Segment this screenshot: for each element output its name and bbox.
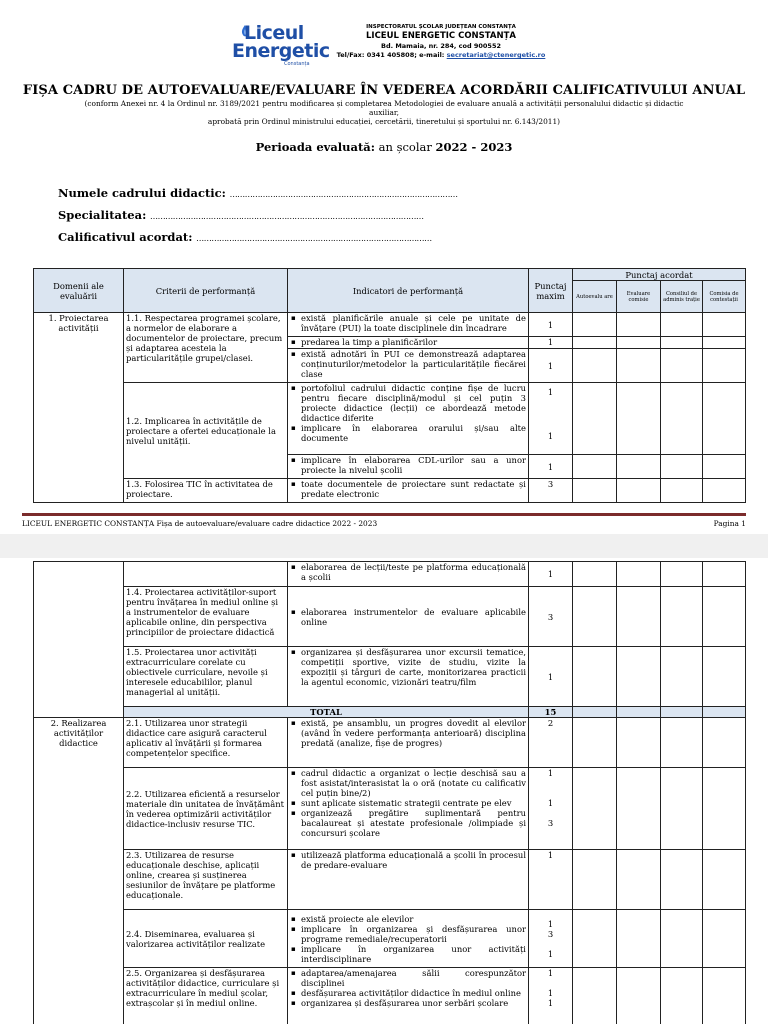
council-input[interactable] [661, 562, 703, 587]
council-input[interactable] [661, 768, 703, 850]
document-subtitle [70, 99, 698, 126]
indicator-cell [288, 768, 529, 850]
self-eval-input[interactable] [573, 383, 617, 455]
footer-page-number: Pagina 1 [713, 519, 746, 528]
criterion-2-2: 2.2. Utilizarea eficientă a resurselor materiale din unitatea de învățământ în vederea optimizării activităților didactice-inclusiv resurse TIC. [124, 768, 288, 850]
domain-1-continued [34, 562, 124, 718]
indicator-cell [288, 850, 529, 910]
document-title: FIȘA CADRU DE AUTOEVALUARE/EVALUARE ÎN VEDEREA ACORDĂRII CALIFICATIVULUI ANUAL [22, 83, 746, 98]
logo-line1: Liceul [244, 22, 304, 44]
committee-input[interactable] [617, 455, 661, 479]
indicator-2-4-a: ▪ există proiecte ale elevilor [290, 914, 526, 924]
appeal-input[interactable] [703, 313, 746, 337]
total-appeal[interactable] [703, 707, 746, 718]
total-value: 15 [529, 707, 573, 718]
indicator-cell [288, 349, 529, 383]
criterion-1-4: 1.4. Proiectarea activităților-suport pentru învățarea în mediul online și a instrumentelor de evaluare aplicabile online, din perspectiva principiilor de proiectare didactică [124, 587, 288, 647]
max-points-value: 1 [547, 387, 554, 397]
appeal-input[interactable] [703, 562, 746, 587]
school-phone-email [326, 51, 556, 59]
max-points-value: 1 [547, 998, 554, 1008]
indicator-1-5-a: ▪ organizarea și desfășurarea unor excursii tematice, competiții sportive, vizite de studiu, vizite la expoziții și târguri de carte, monitorizarea practicii la agentul economic, vizionări teatru/film [290, 647, 526, 687]
council-input[interactable] [661, 587, 703, 647]
council-input[interactable] [661, 479, 703, 503]
council-input[interactable] [661, 647, 703, 707]
indicator-2-2-b: ▪ sunt aplicate sistematic strategii centrate pe elev [290, 798, 526, 808]
committee-input[interactable] [617, 587, 661, 647]
appeal-input[interactable] [703, 383, 746, 455]
indicator-2-3-a: ▪ utilizează platforma educațională a școlii în procesul de predare-evaluare [290, 850, 526, 870]
indicator-cell [288, 562, 529, 587]
subtitle-line2: aprobată prin Ordinul ministrului educației, cercetării, tineretului și sportului nr. 6.143/2011) [207, 117, 561, 126]
evaluation-table-page2 [33, 561, 746, 1024]
committee-input[interactable] [617, 313, 661, 337]
criterion-1-1: 1.1. Respectarea programei școlare, a normelor de elaborare a documentelor de proiectare, precum și adaptarea acesteia la particularitățile grupei/clasei. [124, 313, 288, 383]
council-input[interactable] [661, 718, 703, 768]
total-label: TOTAL [124, 707, 529, 718]
header-indicators: Indicatori de performanță [288, 269, 529, 313]
self-eval-input[interactable] [573, 587, 617, 647]
self-eval-input[interactable] [573, 718, 617, 768]
total-committee[interactable] [617, 707, 661, 718]
indicator-1-2-b: ▪ implicare în elaborarea orarului și/sau alte documente [290, 423, 526, 443]
criterion-1-2: 1.2. Implicarea în activitățile de proiectare a ofertei educaționale la nivelul unității. [124, 383, 288, 479]
indicator-cell [288, 647, 529, 707]
max-points-cell: 3 [529, 479, 573, 503]
max-points-value: 3 [547, 818, 554, 828]
max-points-cell: 1 [529, 455, 573, 479]
teacher-name-label: Numele cadrului didactic: [58, 186, 226, 200]
max-points-value: 1 [547, 918, 554, 929]
self-eval-input[interactable] [573, 768, 617, 850]
committee-input[interactable] [617, 337, 661, 349]
indicator-1-1-a: ▪ există planificările anuale și cele pe unitate de învățare (PUI) la toate disciplinele din încadrare [290, 313, 526, 333]
max-points-value: 1 [547, 431, 554, 441]
max-points-value: 1 [547, 798, 554, 808]
footer-divider [22, 513, 746, 516]
max-points-value: 1 [547, 768, 554, 778]
indicator-2-5-a: ▪ adaptarea/amenajarea sălii corespunzător disciplinei [290, 968, 526, 988]
header-points-awarded: Punctaj acordat [573, 269, 746, 281]
appeal-input[interactable] [703, 479, 746, 503]
period-label: Perioada evaluată: [255, 140, 375, 154]
footer-left [22, 519, 377, 528]
email-link[interactable]: secretariat@ctenergetic.ro [446, 51, 546, 59]
max-points-cell [529, 768, 573, 850]
contact-prefix: Tel/Fax: 0341 405808; e-mail: [336, 51, 447, 59]
appeal-input[interactable] [703, 349, 746, 383]
council-input[interactable] [661, 910, 703, 968]
committee-input[interactable] [617, 850, 661, 910]
rating-field[interactable] [58, 230, 432, 244]
indicator-1-4-a: ▪ elaborarea instrumentelor de evaluare aplicabile online [290, 607, 526, 627]
total-self-eval[interactable] [573, 707, 617, 718]
indicator-2-4-c: ▪ implicare în organizarea unor activități interdisciplinare [290, 944, 526, 964]
committee-input[interactable] [617, 562, 661, 587]
indicator-cell [288, 587, 529, 647]
evaluation-table-page1 [33, 268, 746, 503]
indicator-cell [288, 383, 529, 455]
header-criteria: Criterii de performanță [124, 269, 288, 313]
council-input[interactable] [661, 313, 703, 337]
indicator-cell [288, 968, 529, 1024]
specialty-field[interactable] [58, 208, 424, 222]
council-input[interactable] [661, 850, 703, 910]
header-committee: Evaluare comisie [617, 281, 661, 313]
inspectorat-name: INSPECTORATUL ȘCOLAR JUDEȚEAN CONSTANȚA [366, 24, 516, 30]
rating-dots: ………………………………………………………………………………… [196, 234, 432, 243]
period-value: 2022 - 2023 [435, 140, 513, 154]
evaluation-period [0, 140, 768, 154]
header-domains: Domenii ale evaluării [34, 269, 124, 313]
appeal-input[interactable] [703, 337, 746, 349]
max-points-cell: 3 [529, 587, 573, 647]
indicator-1-1-b: ▪ predarea la timp a planificărilor [290, 337, 526, 347]
indicator-2-1-a: ▪ există, pe ansamblu, un progres dovedit al elevilor (având în vedere performanța anterioară) disciplina predată (analize, fișe de progres) [290, 718, 526, 748]
max-points-cell [529, 968, 573, 1024]
self-eval-input[interactable] [573, 313, 617, 337]
rating-label: Calificativul acordat: [58, 230, 193, 244]
committee-input[interactable] [617, 383, 661, 455]
self-eval-input[interactable] [573, 479, 617, 503]
max-points-cell [529, 383, 573, 455]
indicator-2-2-c: ▪ organizează pregătire suplimentară pentru bacalaureat și atestate profesionale /olimpiade și concursuri școlare [290, 808, 526, 838]
school-logo [228, 22, 328, 66]
period-middle: an școlar [375, 140, 436, 154]
criterion-2-4: 2.4. Diseminarea, evaluarea și valorizarea activităților realizate [124, 910, 288, 968]
council-input[interactable] [661, 337, 703, 349]
school-name: LICEUL ENERGETIC CONSTANȚA [365, 31, 517, 41]
indicator-1-3-b: ▪ elaborarea de lecții/teste pe platforma educațională a școlii [290, 562, 526, 582]
criterion-1-3-continued [124, 562, 288, 587]
indicator-cell [288, 337, 529, 349]
page-break [0, 534, 768, 558]
indicator-1-2-c: ▪ implicare în elaborarea CDL-urilor sau a unor proiecte la nivelul școlii [290, 455, 526, 475]
appeal-input[interactable] [703, 850, 746, 910]
council-input[interactable] [661, 383, 703, 455]
self-eval-input[interactable] [573, 850, 617, 910]
self-eval-input[interactable] [573, 562, 617, 587]
header-self-eval: Autoevalu are [573, 281, 617, 313]
school-contact-block [326, 24, 556, 59]
self-eval-input[interactable] [573, 910, 617, 968]
header-max-points: Punctaj maxim [529, 269, 573, 313]
specialty-dots: ……………………………………………………………………………………………… [149, 212, 424, 221]
indicator-1-1-c: ▪ există adnotări în PUI ce demonstrează adaptarea conținuturilor/metodelor la particularitățile fiecărei clase [290, 349, 526, 379]
appeal-input[interactable] [703, 455, 746, 479]
header-appeal: Comisia de contestații [703, 281, 746, 313]
self-eval-input[interactable] [573, 968, 617, 1024]
max-points-cell: 2 [529, 718, 573, 768]
max-points-cell: 1 [529, 562, 573, 587]
appeal-input[interactable] [703, 910, 746, 968]
total-council[interactable] [661, 707, 703, 718]
indicator-1-2-a: ▪ portofoliul cadrului didactic conține fișe de lucru pentru fiecare disciplină/modul și cel puțin 3 proiecte didactice (lecții) ce abordează metode didactice diferite [290, 383, 526, 423]
committee-input[interactable] [617, 349, 661, 383]
max-points-cell: 1 [529, 337, 573, 349]
committee-input[interactable] [617, 718, 661, 768]
council-input[interactable] [661, 455, 703, 479]
domain-2-cell: 2. Realizarea activităților didactice [34, 718, 124, 1024]
indicator-2-2-a: ▪ cadrul didactic a organizat o lecție deschisă sau a fost asistat/interasistat la o oră (notate cu calificativ cel puțin bine/2) [290, 768, 526, 798]
max-points-cell: 1 [529, 313, 573, 337]
footer-school: LICEUL ENERGETIC CONSTANȚA [22, 519, 155, 528]
indicator-2-5-b: ▪ desfășurarea activităților didactice în mediul online [290, 988, 526, 998]
indicator-1-3-a: ▪ toate documentele de proiectare sunt redactate și predate electronic [290, 479, 526, 499]
appeal-input[interactable] [703, 587, 746, 647]
indicator-cell [288, 455, 529, 479]
appeal-input[interactable] [703, 647, 746, 707]
appeal-input[interactable] [703, 718, 746, 768]
indicator-cell [288, 479, 529, 503]
logo-line3: Constanța [284, 61, 310, 67]
max-points-value: 3 [547, 928, 554, 939]
self-eval-input[interactable] [573, 647, 617, 707]
criterion-1-5: 1.5. Proiectarea unor activități extracurriculare corelate cu obiectivele curriculare, nevoile și interesele educabililor, planul managerial al unității. [124, 647, 288, 707]
self-eval-input[interactable] [573, 349, 617, 383]
criterion-1-3: 1.3. Folosirea TIC în activitatea de proiectare. [124, 479, 288, 503]
footer-doc: Fișa de autoevaluare/evaluare cadre didactice 2022 - 2023 [154, 519, 378, 528]
council-input[interactable] [661, 968, 703, 1024]
appeal-input[interactable] [703, 768, 746, 850]
specialty-label: Specialitatea: [58, 208, 147, 222]
committee-input[interactable] [617, 910, 661, 968]
appeal-input[interactable] [703, 968, 746, 1024]
indicator-2-5-c: ▪ organizarea și desfășurarea unor serbări școlare [290, 998, 526, 1008]
indicator-cell [288, 910, 529, 968]
letterhead [220, 22, 550, 66]
school-address: Bd. Mamaia, nr. 284, cod 900552 [380, 42, 501, 50]
teacher-name-dots: ……………………………………………………………………………… [229, 190, 458, 199]
subtitle-line1: (conform Anexei nr. 4 la Ordinul nr. 3189/2021 pentru modificarea și completarea Metodologiei de evaluare anuală a activității personalului didactic și didactic auxiliar, [84, 99, 684, 117]
committee-input[interactable] [617, 647, 661, 707]
committee-input[interactable] [617, 479, 661, 503]
max-points-value: 1 [547, 968, 554, 978]
criterion-2-3: 2.3. Utilizarea de resurse educaționale deschise, aplicații online, crearea și susținerea sesiunilor de învățare pe platforme educaționale. [124, 850, 288, 910]
committee-input[interactable] [617, 968, 661, 1024]
council-input[interactable] [661, 349, 703, 383]
self-eval-input[interactable] [573, 337, 617, 349]
max-points-cell: 1 [529, 850, 573, 910]
logo-line2: Energetic [232, 40, 330, 62]
max-points-value: 1 [547, 948, 554, 959]
criterion-2-1: 2.1. Utilizarea unor strategii didactice care asigură caracterul aplicativ al învățării și formarea competențelor specifice. [124, 718, 288, 768]
max-points-cell: 1 [529, 349, 573, 383]
max-points-cell: 1 [529, 647, 573, 707]
indicator-cell [288, 313, 529, 337]
domain-1-cell: 1. Proiectarea activității [34, 313, 124, 503]
max-points-cell [529, 910, 573, 968]
self-eval-input[interactable] [573, 455, 617, 479]
header-council: Consiliul de adminis trație [661, 281, 703, 313]
indicator-cell [288, 718, 529, 768]
committee-input[interactable] [617, 768, 661, 850]
criterion-2-5: 2.5. Organizarea și desfășurarea activităților didactice, curriculare și extracurriculare în mediul școlar, extrașcolar și în mediul online. [124, 968, 288, 1024]
indicator-2-4-b: ▪ implicare în organizarea și desfășurarea unor programe remediale/recuperatorii [290, 924, 526, 944]
max-points-value: 1 [547, 988, 554, 998]
teacher-name-field[interactable] [58, 186, 458, 200]
